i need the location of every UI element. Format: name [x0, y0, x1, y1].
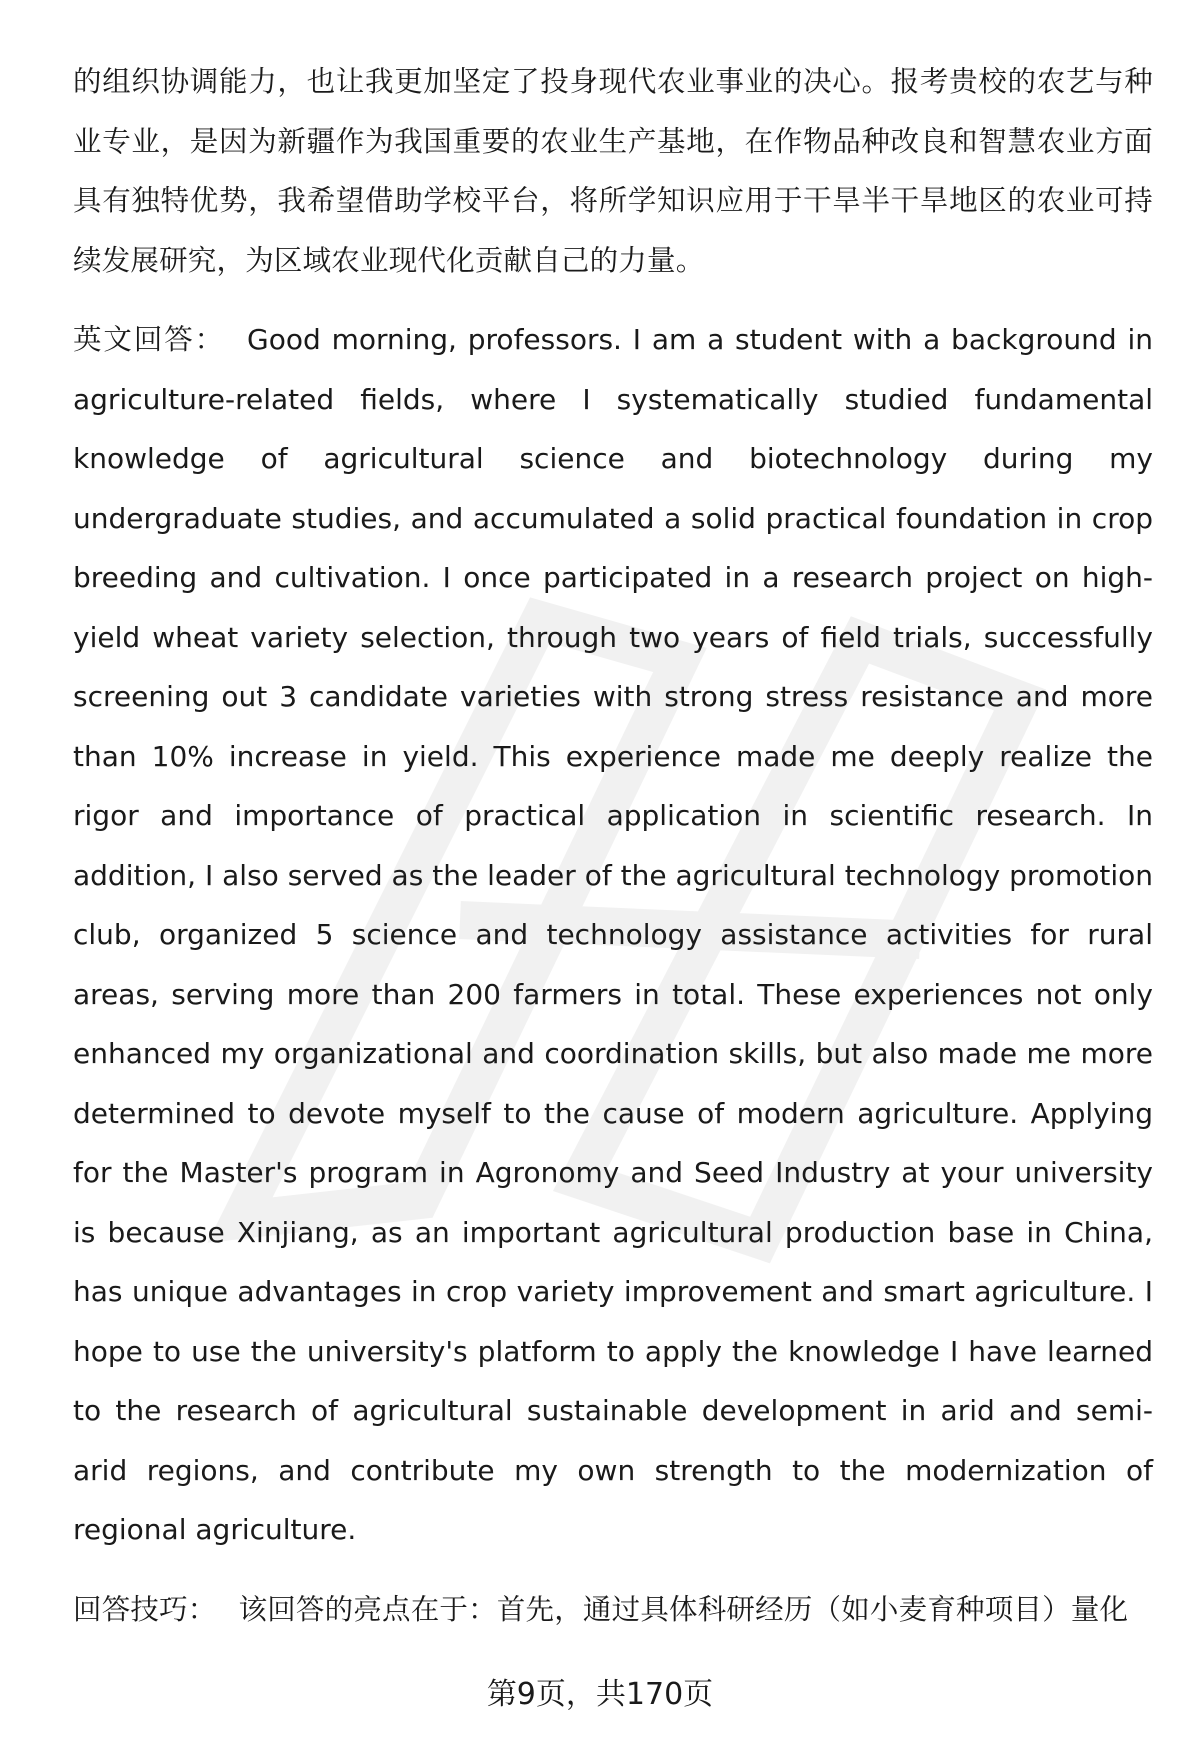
paragraph-english-answer: [73, 310, 1153, 1560]
paragraph-chinese-answer-continued: 的组织协调能力，也让我更加坚定了投身现代农业事业的决心。报考贵校的农艺与种业专业，是因为新疆作为我国重要的农业生产基地，在作物品种改良和智慧农业方面具有独特优势，我希望借助学校平台，将所学知识应用于干旱半干旱地区的农业可持续发展研究，为区域农业现代化贡献自己的力量。: [73, 65, 1153, 277]
answer-tips-text: 该回答的亮点在于：首先，通过具体科研经历（如小麦育种项目）量化: [238, 1592, 1129, 1626]
english-answer-text: Good morning, professors. I am a student with a background in agriculture-related fields, where I systematically studied fundamental knowledge of agricultural science and biotechnology during my undergraduate studies, and accumulated a solid practical foundation in crop breeding and cultivation. I once participated in a research project on high-yield wheat variety selection, through two years of field trials, successfully screening out 3 candidate varieties with strong stress resistance and more than 10% increase in yield. This experience made me deeply realize the rigor and importance of practical application in scientific research. In addition, I also served as the leader of the agricultural technology promotion club, organized 5 science and technology assistance activities for rural areas, serving more than 200 farmers in total. These experiences not only enhanced my organizational and coordination skills, but also made me more determined to devote myself to the cause of modern agriculture. Applying for the Master's program in Agronomy and Seed Industry at your university is because Xinjiang, as an important agricultural production base in China, has unique advantages in crop variety improvement and smart agriculture. I hope to use the university's platform to apply the knowledge I have learned to the research of agricultural sustainable development in arid and semi-arid regions, and contribute my own strength to the modernization of regional agriculture.: [73, 323, 1153, 1546]
document-body: [73, 52, 1153, 1639]
paragraph-answer-tips: [73, 1580, 1153, 1640]
english-answer-label: 英文回答：: [73, 323, 226, 356]
answer-tips-label: 回答技巧：: [73, 1592, 217, 1626]
page-indicator: 第9页，共170页: [486, 1677, 714, 1712]
